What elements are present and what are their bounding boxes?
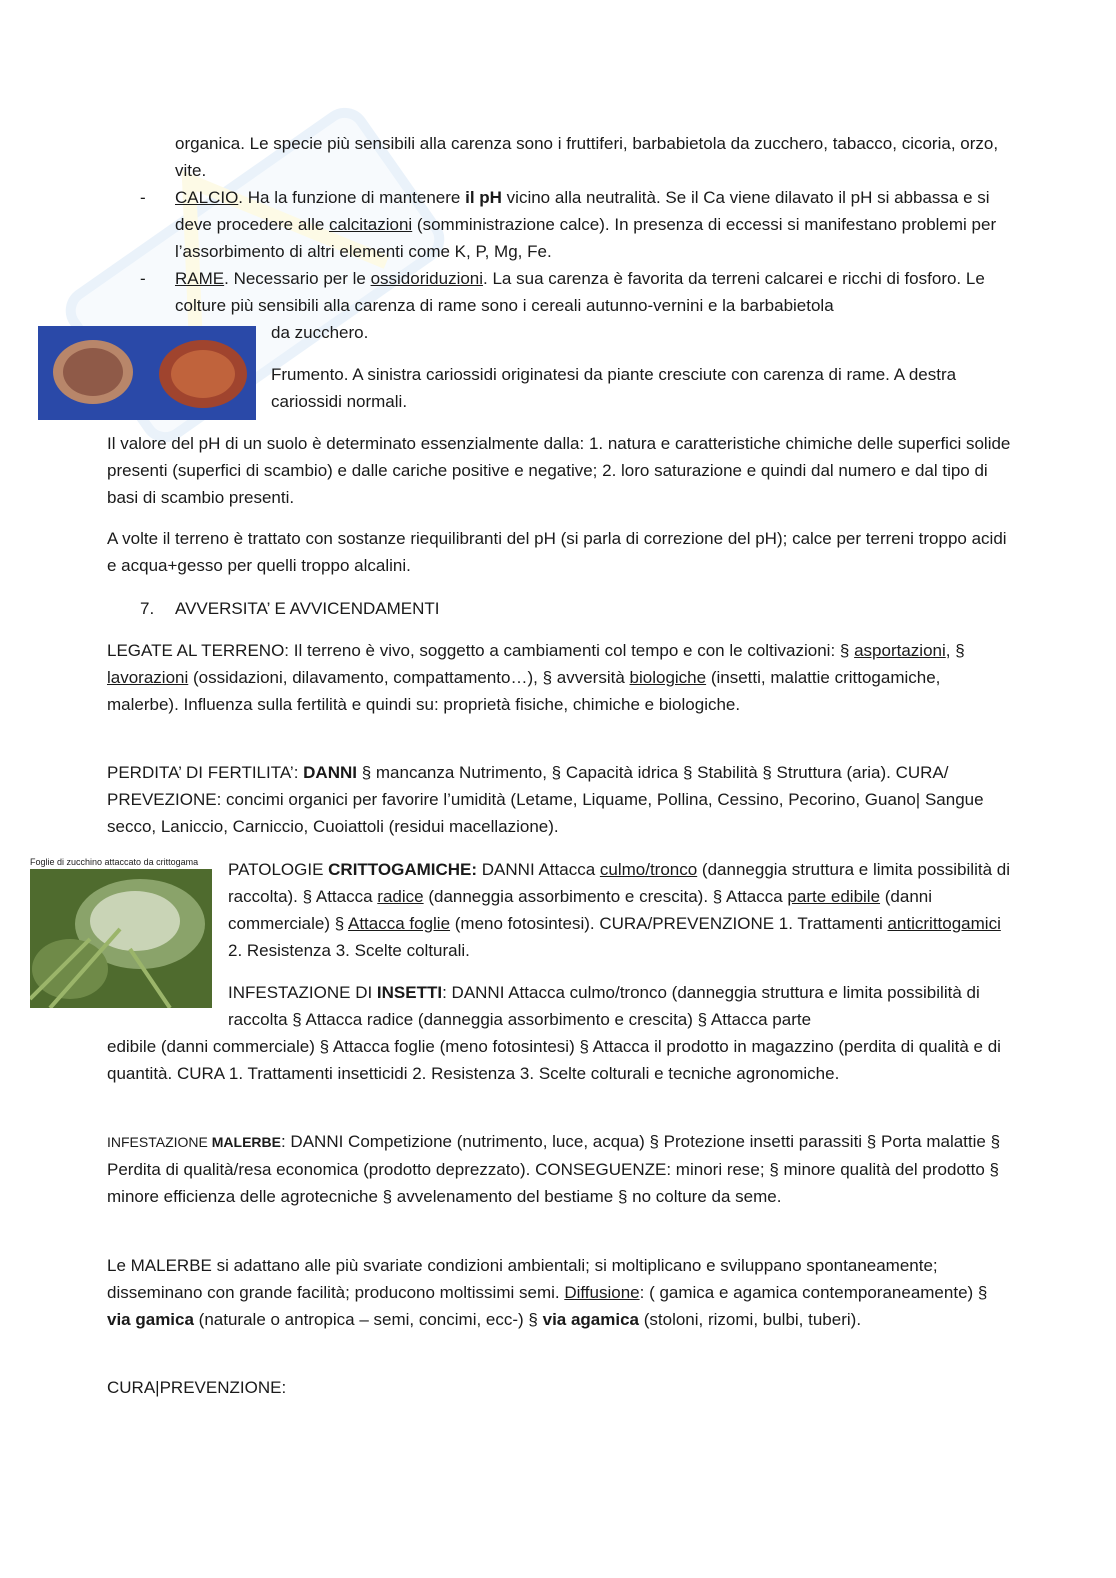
paragraph-organica: organica. Le specie più sensibili alla carenza sono i fruttiferi, barbabietola da zucchero, tabacco, cicoria, orzo, vite. — [175, 134, 999, 180]
paragraph-legate-terreno: LEGATE AL TERRENO: Il terreno è vivo, soggetto a cambiamenti col tempo e con le coltivazioni: § asportazioni, § lavorazioni (ossidazioni, dilavamento, compattamento…), § avversità biologiche (insetti, malattie crittogamiche, malerbe). Influenza sulla fertilità e quindi su: proprietà fisiche, chimiche e biologiche. — [107, 641, 965, 714]
bullet-dash: - — [140, 188, 146, 207]
paragraph-patologie-crittogamiche: PATOLOGIE CRITTOGAMICHE: DANNI Attacca culmo/tronco (danneggia struttura e limita possibilità di raccolta). § Attacca radice (danneggia assorbimento e crescita). § Attacca parte edibile (danni commerciale) § Attacca foglie (meno fotosintesi). CURA/PREVENZIONE 1. Trattamenti anticrittogamici 2. Resistenza 3. Scelte colturali. — [228, 860, 1010, 960]
calcio-heading: CALCIO — [175, 188, 239, 207]
heading-cura-prevenzione: CURA|PREVENZIONE: — [107, 1378, 287, 1397]
image-caption-frumento: Frumento. A sinistra cariossidi originatesi da piante cresciute con carenza di rame. A destra cariossidi normali. — [271, 365, 957, 411]
rame-heading: RAME — [175, 269, 225, 288]
image-caption-zucchino: Foglie di zucchino attaccato da crittogama — [30, 855, 212, 869]
section-number: 7. — [140, 599, 155, 618]
paragraph-ph-correzione: A volte il terreno è trattato con sostanze riequilibranti del pH (si parla di correzione del pH); calce per terreni troppo acidi e acqua+gesso per quelli troppo alcalini. — [107, 529, 1007, 575]
paragraph-malerbe: INFESTAZIONE MALERBE: DANNI Competizione (nutrimento, luce, acqua) § Protezione insetti parassiti § Porta malattie § Perdita di qualità/resa economica (prodotto deprezzato). CONSEGUENZE: minori rese; § minore qualità del prodotto § minore efficienza delle agrotecniche § avvelenamento del bestiame § no colture da seme. — [107, 1132, 1001, 1206]
zucchini-leaves-image — [30, 855, 212, 1008]
wheat-kernels-image — [38, 326, 256, 420]
bullet-dash: - — [140, 269, 146, 288]
paragraph-rame-end: da zucchero. — [271, 323, 369, 342]
paragraph-insetti-cont: edibile (danni commerciale) § Attacca foglie (meno fotosintesi) § Attacca il prodotto in magazzino (perdita di qualità e di quantità. CURA 1. Trattamenti insetticidi 2. Resistenza 3. Scelte colturali e tecniche agronomiche. — [107, 1037, 1001, 1083]
paragraph-rame: RAME. Necessario per le ossidoriduzioni. La sua carenza è favorita da terreni calcarei e ricchi di fosforo. Le colture più sensibili alla carenza di rame sono i cereali autunno-vernini e la barbabietola — [175, 269, 985, 315]
section-title: AVVERSITA’ E AVVICENDAMENTI — [175, 599, 440, 618]
paragraph-perdita-fertilita: PERDITA’ DI FERTILITA’: DANNI § mancanza Nutrimento, § Capacità idrica § Stabilità § Struttura (aria). CURA/ PREVEZIONE: concimi organici per favorire l’umidità (Letame, Liquame, Pollina, Cessino, Pecorino, Guano| Sangue secco, Laniccio, Carniccio, Cuoiattoli (residui macellazione). — [107, 763, 984, 836]
paragraph-le-malerbe: Le MALERBE si adattano alle più svariate condizioni ambientali; si moltiplicano e sviluppano spontaneamente; disseminano con grande facilità; producono moltissimi semi. Diffusione: ( gamica e agamica contemporaneamente) § via gamica (naturale o antropica – semi, concimi, ecc-) § via agamica (stoloni, rizomi, bulbi, tuberi). — [107, 1256, 988, 1329]
leaf-photo — [30, 869, 212, 1008]
paragraph-calcio: CALCIO. Ha la funzione di mantenere il pH vicino alla neutralità. Se il Ca viene dilavato il pH si abbassa e si deve procedere alle calcitazioni (somministrazione calce). In presenza di eccessi si manifestano problemi per l’assorbimento di altri elementi come K, P, Mg, Fe. — [175, 188, 997, 261]
paragraph-insetti: INFESTAZIONE DI INSETTI: DANNI Attacca culmo/tronco (danneggia struttura e limita possibilità di raccolta § Attacca radice (danneggia assorbimento e crescita) § Attacca parte — [228, 983, 980, 1029]
paragraph-ph-valore: Il valore del pH di un suolo è determinato essenzialmente dalla: 1. natura e caratteristiche chimiche delle superfici solide presenti (superfici di scambio) e dalle cariche positive e negative; 2. loro saturazione e quindi dal numero e dal tipo di basi di scambio presenti. — [107, 434, 1011, 507]
